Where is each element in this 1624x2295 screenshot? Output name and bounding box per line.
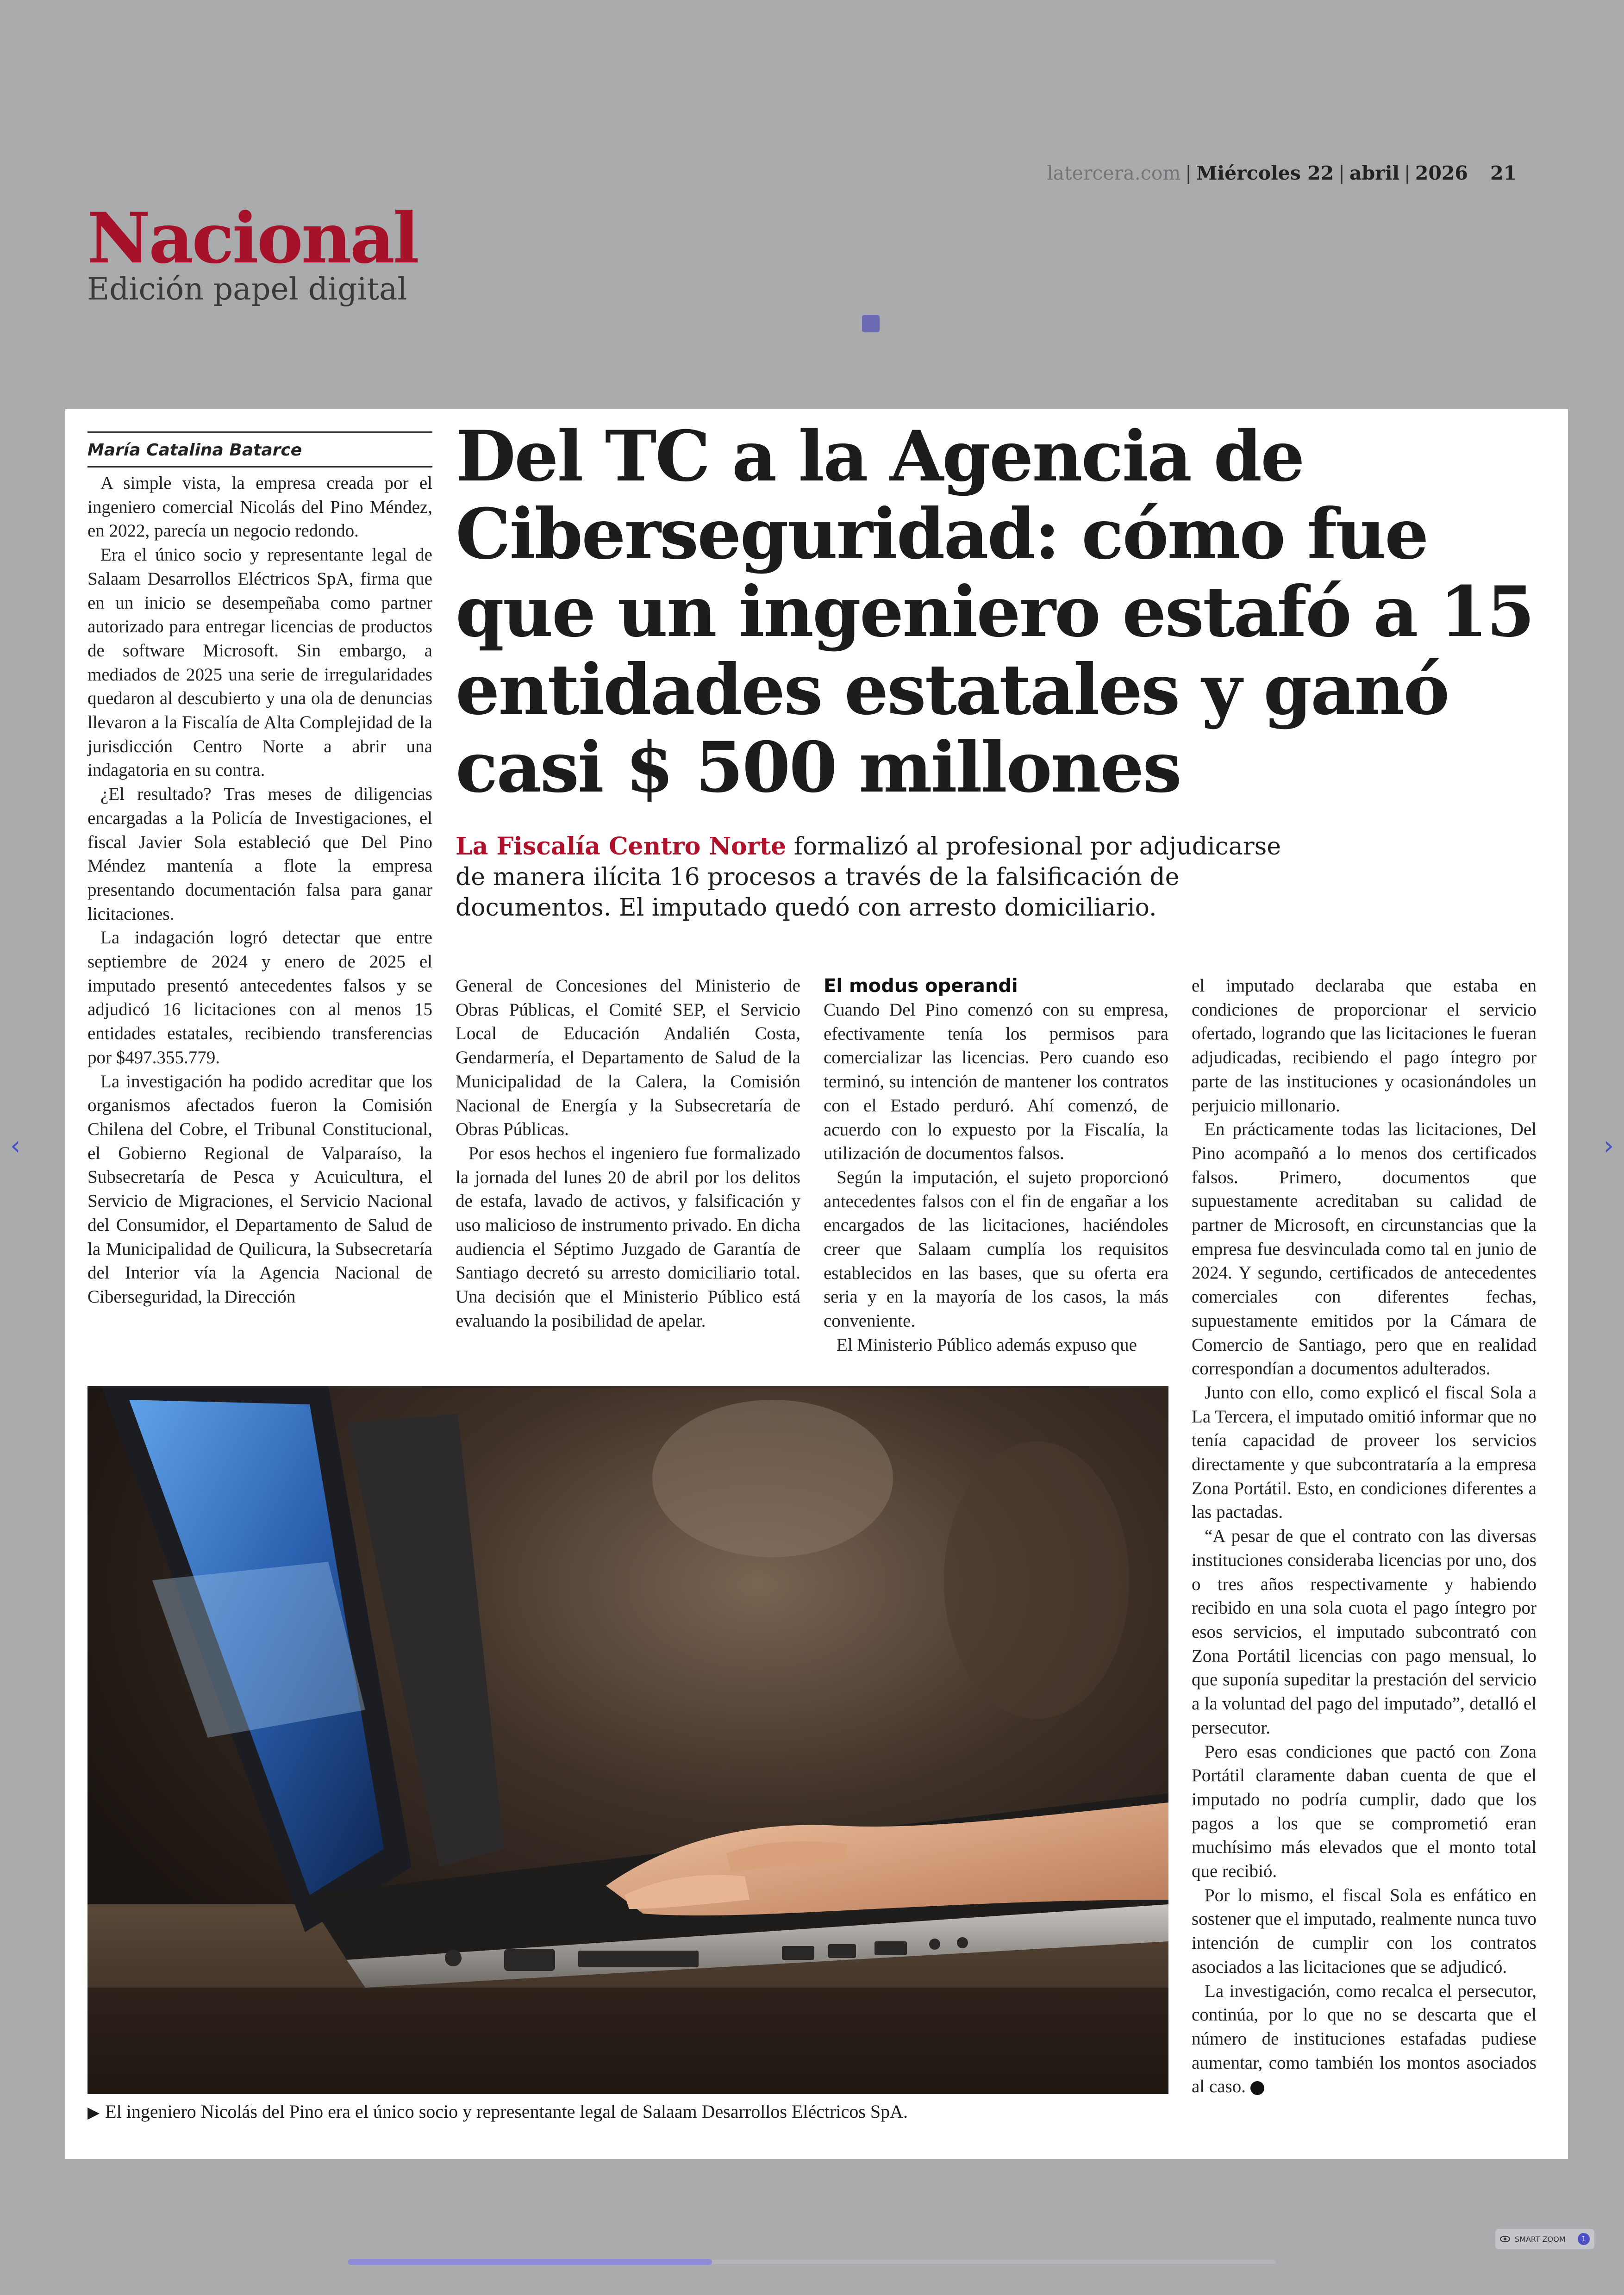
byline: María Catalina Batarce — [87, 431, 432, 468]
paragraph: Era el único socio y representante legal de Salaam Desarrollos Eléctricos SpA, firma que en un inicio se desempeñaba como partner autorizado para entregar licencias de productos de software Microsoft. Sin embargo, a mediados de 2025 una serie de irregularidades quedaron al descubierto y una ola de denuncias llevaron a la Fiscalía de Alta Complejidad de la jurisdicción Centro Norte a abrir una indagatoria en su contra. — [87, 545, 432, 780]
paragraph: A simple vista, la empresa creada por el ingeniero comercial Nicolás del Pino Méndez, en 2022, parecía un negocio redondo. — [87, 473, 432, 541]
article-column-2 — [456, 974, 800, 1333]
laptop-photo-illustration — [87, 1386, 1168, 2094]
caption-triangle-icon: ▶ — [87, 2104, 100, 2121]
subhead: El modus operandi — [824, 975, 1018, 997]
paragraph — [1192, 1979, 1537, 2099]
chevron-right-icon[interactable]: › — [1603, 1131, 1614, 1161]
paragraph: Por lo mismo, el fiscal Sola es enfático en sostener que el imputado, realmente nunca tuvo intención de cumplir con los contratos asociados a las licitaciones que se adjudicó. — [1192, 1885, 1537, 1977]
site-name: latercera.com — [1047, 162, 1181, 184]
deck-text: formalizó al profesional por adjudicarse de manera ilícita 16 procesos a través de la falsificación de documentos. El imputado quedó con arresto domiciliario. — [456, 833, 1281, 922]
article-column-4 — [1192, 974, 1537, 2099]
issue-date-line — [1047, 162, 1517, 184]
smart-zoom-count: 1 — [1578, 2233, 1590, 2245]
deck-lead: La Fiscalía Centro Norte — [456, 832, 787, 861]
paragraph: Por esos hechos el ingeniero fue formalizado la jornada del lunes 20 de abril por los delitos de estafa, lavado de activos, y falsificación y uso malicioso de instrumento privado. En dicha audiencia el Séptimo Juzgado de Garantía de Santiago decretó su arresto domiciliario total. Una decisión que el Ministerio Público está evaluando la posibilidad de apelar. — [456, 1143, 800, 1331]
paragraph: ¿El resultado? Tras meses de diligencias encargadas a la Policía de Investigaciones, el fiscal Javier Sola estableció que Del Pino Méndez mantenía a flote la empresa presentando documentación falsa para ganar licitaciones. — [87, 784, 432, 924]
paragraph: En prácticamente todas las licitaciones, Del Pino acompañó a lo menos dos certificados falsos. Primero, documentos que supuestamente acreditaban su calidad de partner de Microsoft, en circunstancias que la empresa fue desvinculada como tal en junio de 2024. Y segundo, certificados de antecedentes comerciales con diferentes fechas, supuestamente emitidos por la Cámara de Comercio de Santiago, pero que en realidad correspondían a documentos adulterados. — [1192, 1119, 1537, 1379]
paragraph: Según la imputación, el sujeto proporcionó antecedentes falsos con el fin de engañar a los encargados de las licitaciones, haciéndoles creer que Salaam cumplía los requisitos establecidos en las bases, que su oferta era seria y en la mayoría de los casos, la más conveniente. — [824, 1167, 1168, 1331]
issue-weekday-day: Miércoles 22 — [1196, 162, 1334, 184]
deck — [456, 831, 1289, 923]
section-title: Nacional — [87, 198, 418, 279]
photo-caption — [87, 2100, 1168, 2125]
paragraph: El Ministerio Público además expuso que — [837, 1335, 1137, 1355]
paragraph: el imputado declaraba que estaba en condiciones de proporcionar el servicio ofertado, logrando que las licitaciones le fueran adjudicadas, recibiendo el pago íntegro por parte de las instituciones y ocasionándoles un perjuicio millonario. — [1192, 976, 1537, 1116]
paragraph: “A pesar de que el contrato con las diversas instituciones consideraba licencias por uno, dos o tres años respectivamente y habiendo recibido en una sola cuota el pago íntegro por esos servicios, el imputado subcontrató con Zona Portátil licencias con pago mensual, lo que suponía supeditar la prestación del servicio a la voluntad del pago del imputado”, detalló el persecutor. — [1192, 1526, 1537, 1738]
paragraph: La indagación logró detectar que entre septiembre de 2024 y enero de 2025 el imputado presentó antecedentes falsos y se adjudicó 16 licitaciones con al menos 15 entidades estatales, recibiendo transferencias por $497.355.779. — [87, 928, 432, 1067]
article-column-1 — [87, 471, 432, 1309]
smart-zoom-button[interactable] — [1495, 2229, 1594, 2249]
caption-text: El ingeniero Nicolás del Pino era el único socio y representante legal de Salaam Desarrollos Eléctricos SpA. — [105, 2101, 908, 2122]
paragraph: Pero esas condiciones que pactó con Zona Portátil claramente daban cuenta de que el imputado no podría cumplir, dado que los pagos a los que se comprometió eran muchísimo más elevados que el monto total que recibió. — [1192, 1741, 1537, 1882]
page-marker-icon[interactable] — [862, 315, 880, 332]
separator: | — [1404, 162, 1411, 184]
paragraph: Junto con ello, como explicó el fiscal Sola a La Tercera, el imputado omitió informar que no tenía capacidad de proveer los servicios directamente y que subcontrataría a la empresa Zona Portátil. Esto, en condiciones diferentes a las pactadas. — [1192, 1382, 1537, 1522]
headline: Del TC a la Agencia de Ciberseguridad: cómo fue que un ingeniero estafó a 15 entidades estatales y ganó casi $ 500 millones — [456, 416, 1534, 808]
edition-subtitle: Edición papel digital — [87, 271, 407, 307]
issue-month: abril — [1349, 162, 1399, 184]
smart-zoom-label: SMART ZOOM — [1515, 2234, 1566, 2244]
article-photo[interactable] — [87, 1386, 1168, 2094]
paragraph: Cuando Del Pino comenzó con su empresa, efectivamente tenía los permisos para comercializar las licencias. Pero cuando eso terminó, su intención de mantener los contratos con el Estado perduró. Ahí comenzó, de acuerdo con lo expuesto por la Fiscalía, la utilización de documentos falsos. — [824, 1000, 1168, 1164]
eye-icon — [1500, 2236, 1510, 2242]
paragraph-text: La investigación, como recalca el persecutor, continúa, por lo que no se descarta que el número de instituciones estafadas pudiese aumentar, como también los montos asociados al caso. — [1192, 1981, 1537, 2097]
page-number: 21 — [1490, 162, 1517, 184]
separator: | — [1338, 162, 1345, 184]
end-of-article-icon — [1250, 2081, 1264, 2095]
separator: | — [1185, 162, 1192, 184]
paragraph: General de Concesiones del Ministerio de Obras Públicas, el Comité SEP, el Servicio Local de Educación Andalién Costa, Gendarmería, el Departamento de Salud de la Municipalidad de la Calera, la Comisión Nacional de Energía y la Subsecretaría de Obras Públicas. — [456, 976, 800, 1140]
paragraph: La investigación ha podido acreditar que los organismos afectados fueron la Comisión Chilena del Cobre, el Tribunal Constitucional, el Gobierno Regional de Valparaíso, la Subsecretaría de Pesca y Acuicultura, el Servicio de Migraciones, el Servicio Nacional del Consumidor, el Departamento de Salud de la Municipalidad de Quilicura, la Subsecretaría del Interior vía la Agencia Nacional de Ciberseguridad, la Dirección — [87, 1071, 432, 1307]
issue-year: 2026 — [1415, 162, 1468, 184]
page-scrollbar-thumb[interactable] — [348, 2259, 712, 2265]
chevron-left-icon[interactable]: ‹ — [10, 1131, 21, 1161]
article-page — [65, 409, 1568, 2159]
article-column-3 — [824, 974, 1168, 1357]
